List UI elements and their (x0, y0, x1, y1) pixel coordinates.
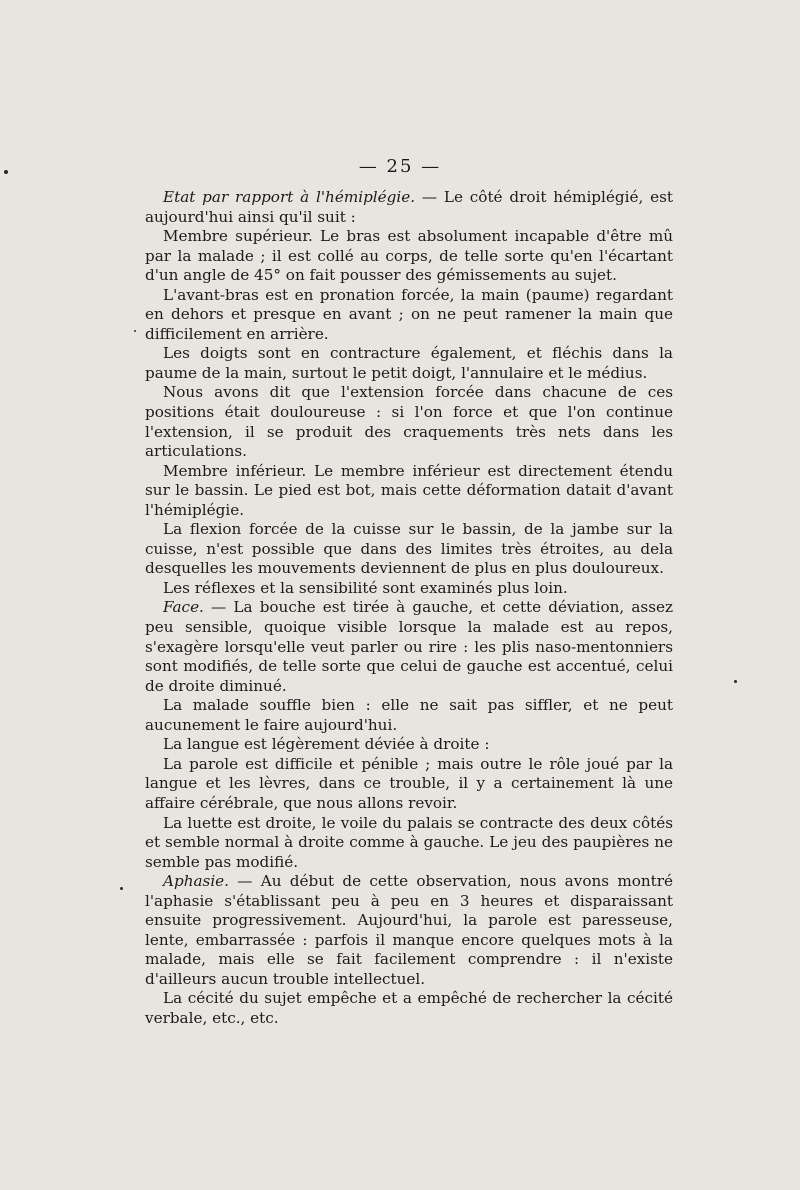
paragraph-langue (145, 735, 673, 755)
paragraph-avant-bras (145, 286, 673, 345)
paragraph-text: Membre supérieur. Le bras est absolument incapable d'être mû par la malade ; il est collé au corps, de telle sorte qu'en l'écartant d'un angle de 45° on fait pousser des gémissements au sujet. (145, 227, 673, 285)
paragraph-text: — Le côté droit hémiplégié, est aujourd'hui ainsi qu'il suit : (145, 188, 673, 226)
paragraph-aphasie (145, 872, 673, 989)
paragraph-luette (145, 814, 673, 873)
paragraph-parole (145, 755, 673, 814)
print-speck (134, 330, 136, 332)
paragraph-text: La parole est difficile et pénible ; mais outre le rôle joué par la langue et les lèvres, dans ce trouble, il y a certainement là une affaire cérébrale, que nous allons revoir. (145, 754, 673, 812)
print-speck (4, 170, 8, 174)
paragraph-text: La malade souffle bien : elle ne sait pas siffler, et ne peut aucunement le faire aujourd'hui. (145, 696, 673, 734)
paragraph-text: Nous avons dit que l'extension forcée dans chacune de ces positions était douloureuse : si l'on force et que l'on continue l'extension, il se produit des craquements très nets dans les articulations. (145, 383, 673, 461)
paragraph-text: Membre inférieur. Le membre inférieur est directement étendu sur le bassin. Le pied est bot, mais cette déformation datait d'avant l'hémiplégie. (145, 461, 673, 519)
paragraph-souffle (145, 696, 673, 735)
section-label: Etat par rapport à l'hémiplégie. (163, 188, 416, 206)
paragraph-face (145, 598, 673, 696)
paragraph-membre-inferieur (145, 462, 673, 521)
paragraph-reflexes (145, 579, 673, 599)
paragraph-extension (145, 383, 673, 461)
paragraph-membre-superieur (145, 227, 673, 286)
page-number: — 25 — (358, 156, 442, 177)
paragraph-text: — Au début de cette observation, nous avons montré l'aphasie s'établissant peu à peu en 3 heures et disparaissant ensuite progressivement. Aujourd'hui, la parole est paresseuse, lente, embarrassée : parfois il manque encore quelques mots à la malade, mais elle se fait facilement comprendre : il n'existe d'ailleurs aucun trouble intellectuel. (145, 872, 673, 988)
paragraph-text: La langue est légèrement déviée à droite : (163, 735, 490, 754)
paragraph-text: La luette est droite, le voile du palais se contracte des deux côtés et semble normal à droite comme à gauche. Le jeu des paupières ne semble pas modifié. (145, 813, 673, 871)
paragraph-text: Les réflexes et la sensibilité sont examinés plus loin. (163, 578, 568, 597)
paragraph-etat (145, 188, 673, 227)
print-speck (120, 887, 123, 890)
paragraph-text: Les doigts sont en contracture également, et fléchis dans la paume de la main, surtout le petit doigt, l'annulaire et le médius. (145, 344, 673, 382)
paragraph-flexion (145, 520, 673, 579)
paragraph-text: La cécité du sujet empêche et a empêché de rechercher la cécité verbale, etc., etc. (145, 989, 673, 1027)
print-speck (734, 680, 737, 683)
paragraph-text: L'avant-bras est en pronation forcée, la main (paume) regardant en dehors et presque en avant ; on ne peut ramener la main que difficilement en arrière. (145, 285, 673, 343)
paragraph-text: — La bouche est tirée à gauche, et cette déviation, assez peu sensible, quoique visible lorsque la malade est au repos, s'exagère lorsqu'elle veut parler ou rire : les plis naso-mentonniers sont modifiés, de telle sorte que celui de gauche est accentué, celui de droite diminué. (145, 598, 673, 695)
section-label: Aphasie. (163, 872, 229, 891)
section-label: Face. (163, 598, 204, 617)
paragraph-cecite (145, 989, 673, 1028)
paragraph-doigts (145, 344, 673, 383)
body-text (145, 188, 673, 1029)
paragraph-text: La flexion forcée de la cuisse sur le bassin, de la jambe sur la cuisse, n'est possible que dans des limites très étroites, au dela desquelles les mouvements deviennent de plus en plus douloureux. (145, 520, 673, 578)
